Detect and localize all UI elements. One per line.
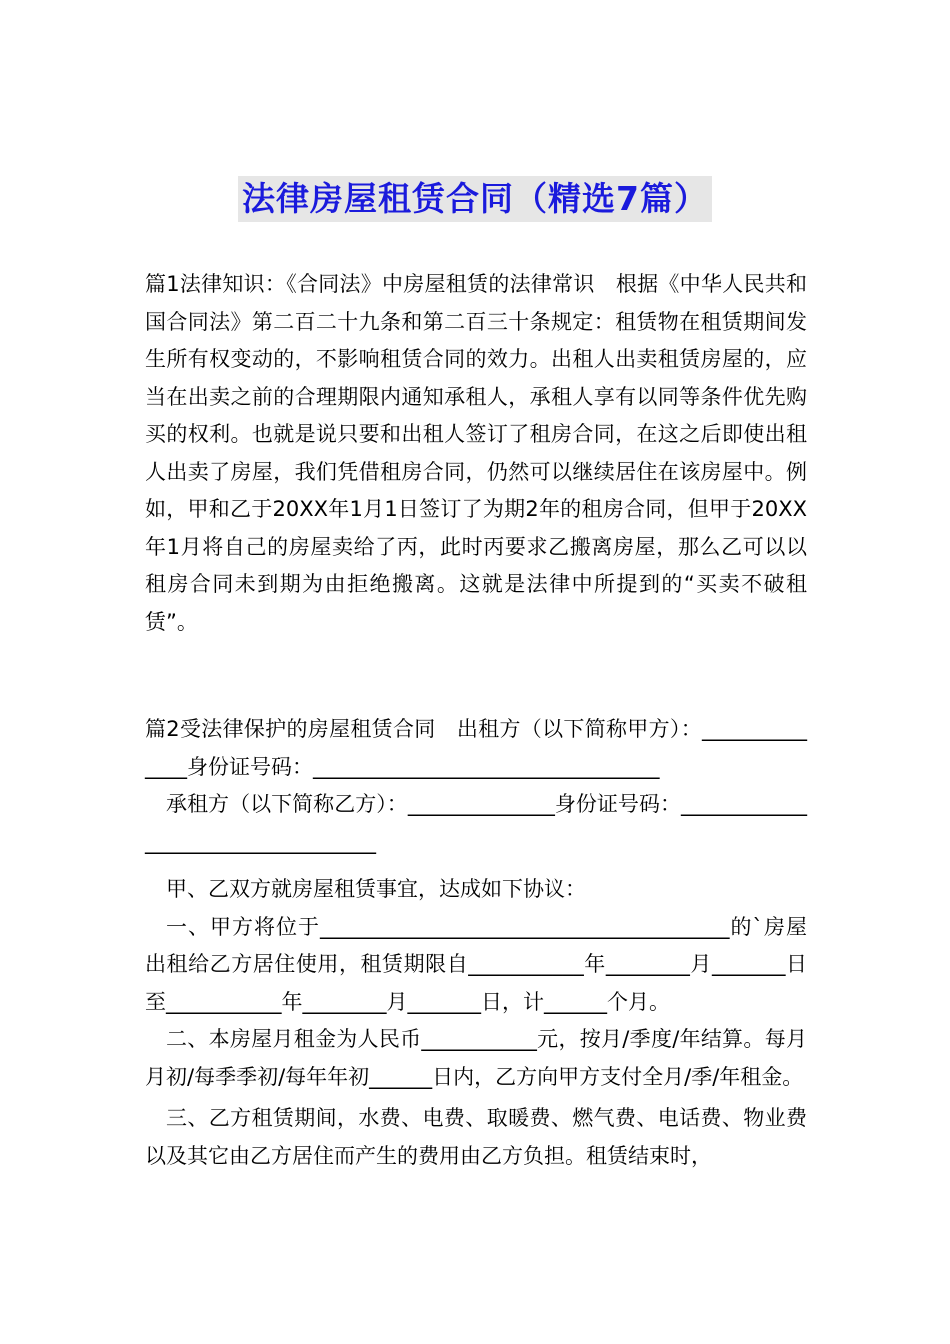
clause-3: 三、乙方租赁期间，水费、电费、取暖费、燃气费、电话费、物业费以及其它由乙方居住而产生的费用由乙方负担。租赁结束时， — [145, 1106, 807, 1168]
clause-2: 二、本房屋月租金为人民币___________元，按月/季度/年结算。每月月初/每季季初/每年年初______日内，乙方向甲方支付全月/季/年租金。 — [145, 1027, 807, 1089]
section-2 — [145, 711, 807, 1175]
agreement-intro: 甲、乙双方就房屋租赁事宜，达成如下协议： — [166, 877, 586, 901]
document-title: 法律房屋租赁合同（精选7篇） — [238, 176, 712, 222]
section-1 — [145, 266, 807, 641]
party-a-line: 篇2受法律保护的房屋租赁合同 出租方（以下简称甲方）：______________身份证号码：_________________________________ — [145, 717, 807, 779]
section-1-text: 篇1法律知识：《合同法》中房屋租赁的法律常识 根据《中华人民共和国合同法》第二百二十九条和第二百三十条规定：租赁物在租赁期间发生所有权变动的，不影响租赁合同的效力。出租人出卖租赁房屋的，应当在出卖之前的合理期限内通知承租人，承租人享有以同等条件优先购买的权利。也就是说只要和出租人签订了租房合同，在这之后即使出租人出卖了房屋，我们凭借租房合同，仍然可以继续居住在该房屋中。例如，甲和乙于20XX年1月1日签订了为期2年的租房合同，但甲于20XX年1月将自己的房屋卖给了丙，此时丙要求乙搬离房屋，那么乙可以以租房合同未到期为由拒绝搬离。这就是法律中所提到的“买卖不破租赁”。 — [145, 272, 807, 634]
clause-1: 一、甲方将位于_______________________________________的`房屋出租给乙方居住使用，租赁期限自___________年________月_______日至___________年________月_______日，计______个月。 — [145, 914, 807, 1014]
party-b-line: 承租方（以下简称乙方）：______________身份证号码：__________________________________ — [145, 792, 807, 854]
title-container — [0, 176, 950, 222]
